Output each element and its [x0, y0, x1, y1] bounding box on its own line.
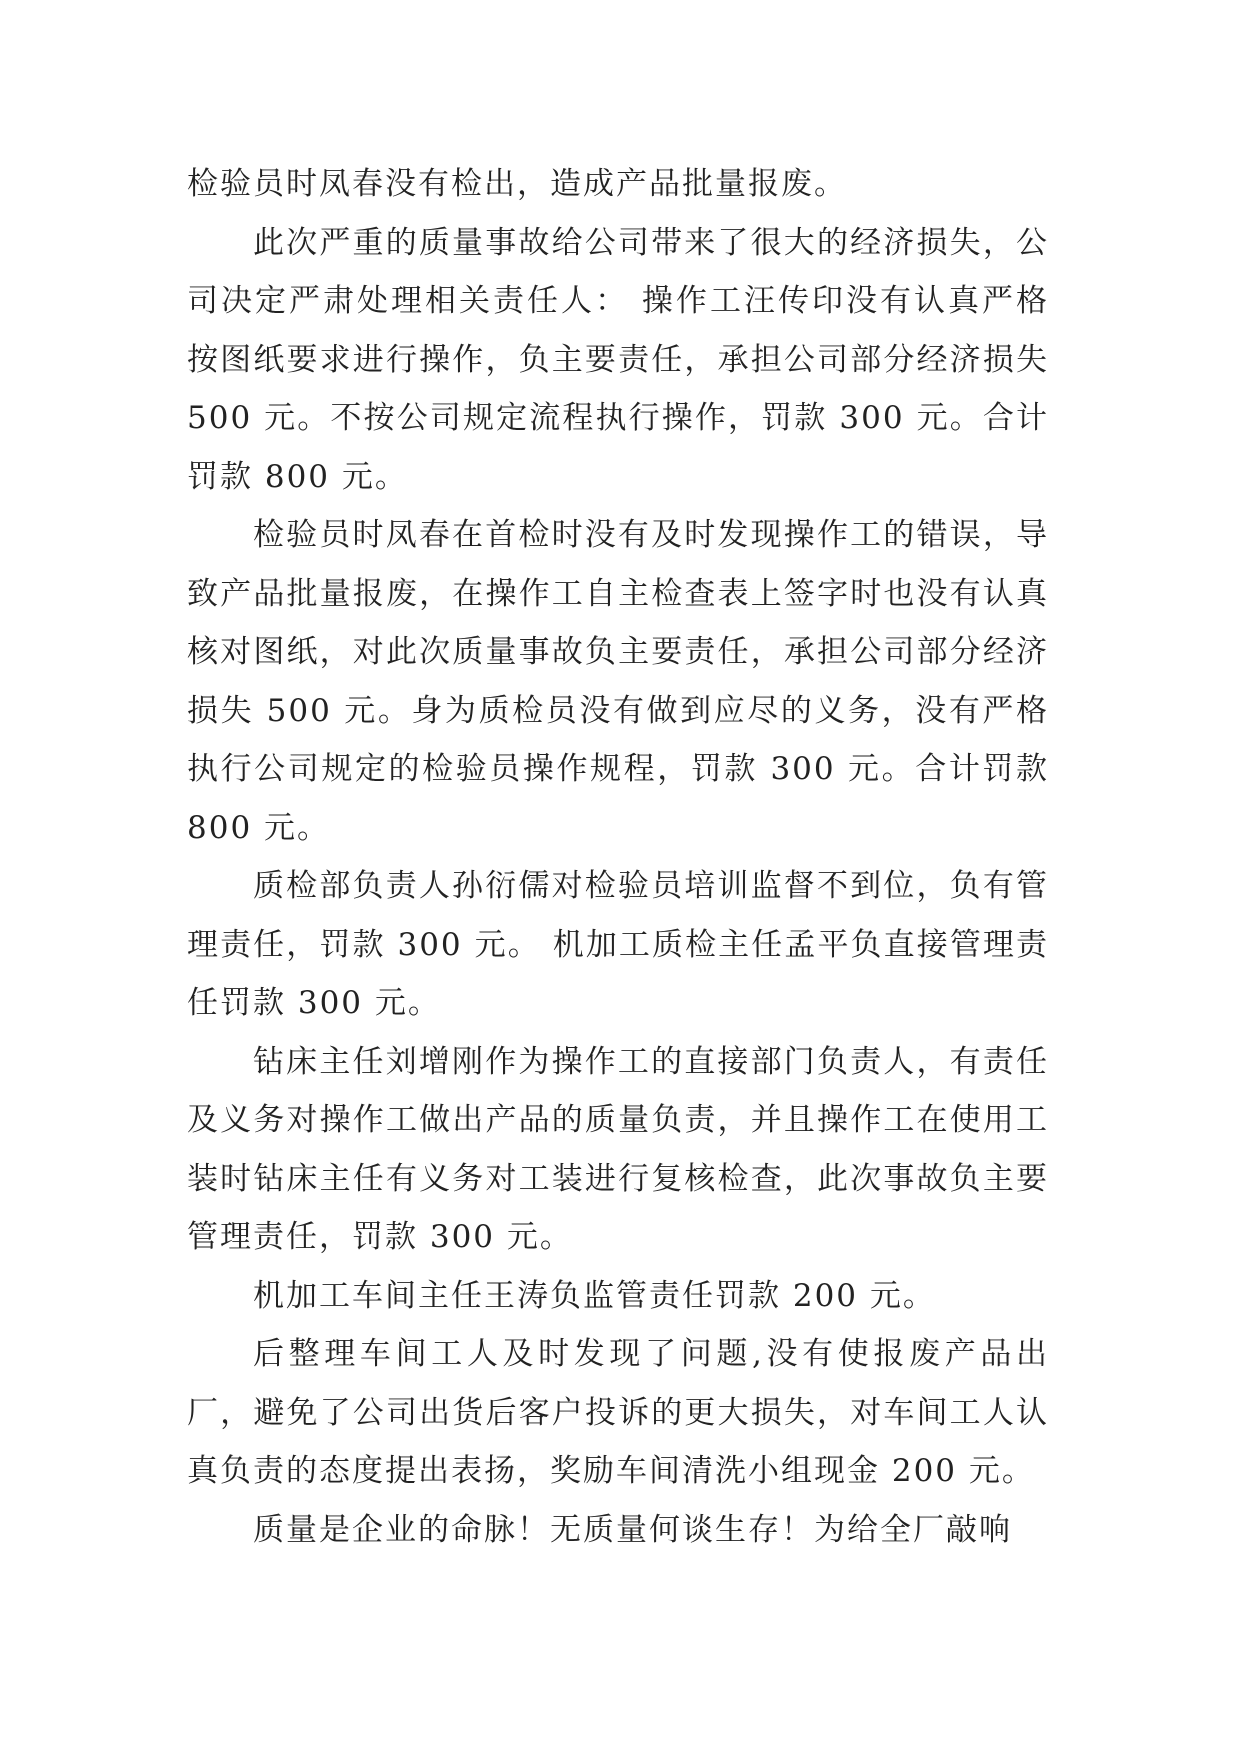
paragraph: 机加工车间主任王涛负监管责任罚款 200 元。	[253, 1277, 936, 1314]
paragraph: 质检部负责人孙衍儒对检验员培训监督不到位，负有管理责任，罚款 300 元。 机加工质检主任孟平负直接管理责任罚款 300 元。	[187, 868, 1049, 1021]
paragraph: 质量是企业的命脉！无质量何谈生存！为给全厂敲响	[253, 1511, 1012, 1548]
paragraph: 钻床主任刘增刚作为操作工的直接部门负责人，有责任及义务对操作工做出产品的质量负责，并且操作工在使用工装时钻床主任有义务对工装进行复核检查，此次事故负主要管理责任，罚款 300 元。	[187, 1043, 1049, 1255]
document-body	[187, 155, 1049, 1559]
paragraph: 检验员时凤春在首检时没有及时发现操作工的错误，导致产品批量报废，在操作工自主检查表上签字时也没有认真核对图纸，对此次质量事故负主要责任，承担公司部分经济损失 500 元。身为质检员没有做到应尽的义务，没有严格执行公司规定的检验员操作规程，罚款 300 元。合计罚款 800 元。	[187, 517, 1049, 846]
paragraph: 检验员时凤春没有检出，造成产品批量报废。	[187, 166, 847, 202]
paragraph: 后整理车间工人及时发现了问题,没有使报废产品出厂，避免了公司出货后客户投诉的更大损失，对车间工人认真负责的态度提出表扬，奖励车间清洗小组现金 200 元。	[187, 1336, 1049, 1489]
paragraph: 此次严重的质量事故给公司带来了很大的经济损失，公司决定严肃处理相关责任人： 操作工汪传印没有认真严格按图纸要求进行操作，负主要责任，承担公司部分经济损失500 元。不按公司规定流程执行操作，罚款 300 元。合计罚款 800 元。	[187, 224, 1049, 495]
